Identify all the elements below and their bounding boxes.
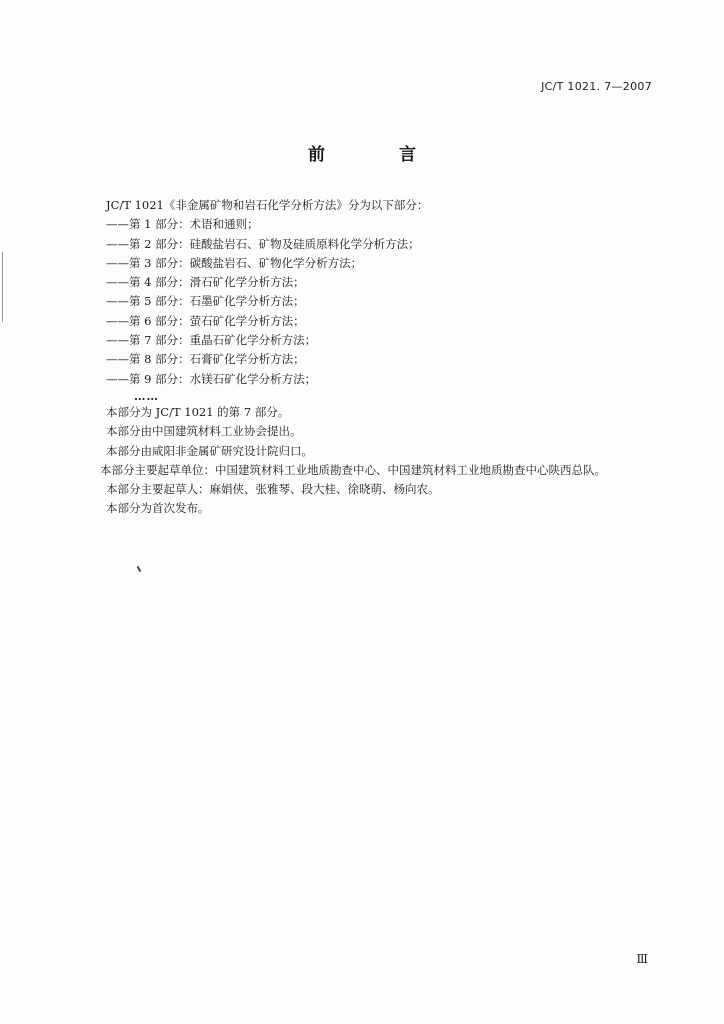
scan-line <box>2 252 3 322</box>
statement-paragraph: 本部分由咸阳非金属矿研究设计院归口。 <box>106 443 313 458</box>
foreword-body <box>86 196 666 519</box>
document-code: JC/T 1021. 7—2007 <box>541 80 652 93</box>
page-title: 前 言 <box>308 145 450 165</box>
part-list-item: ——第 7 部分：重晶石矿化学分析方法； <box>106 333 317 348</box>
part-list-item: ——第 3 部分：碳酸盐岩石、矿物化学分析方法； <box>106 255 363 270</box>
drafters-paragraph: 本部分主要起草人：麻娟侠、张雅琴、段大桂、徐晓萌、杨向农。 <box>106 482 440 497</box>
part-list-item: ——第 1 部分：术语和通则； <box>106 217 259 232</box>
page-number: Ⅲ <box>636 952 648 966</box>
intro-paragraph: JC/T 1021《非金属矿物和岩石化学分析方法》分为以下部分： <box>106 198 429 212</box>
part-list-item: ——第 8 部分：石膏矿化学分析方法； <box>106 352 305 367</box>
part-list-item: ——第 9 部分：水镁石矿化学分析方法； <box>106 371 317 386</box>
statement-paragraph: 本部分为首次发布。 <box>106 501 210 516</box>
statement-paragraph: 本部分为 JC/T 1021 的第 7 部分。 <box>106 404 290 419</box>
statement-paragraph: 本部分由中国建筑材料工业协会提出。 <box>106 424 302 439</box>
scan-speck <box>137 566 142 572</box>
part-list-item: ——第 2 部分：硅酸盐岩石、矿物及硅质原料化学分析方法； <box>106 236 420 251</box>
part-list-item: ——第 5 部分：石墨矿化学分析方法； <box>106 294 305 309</box>
list-ellipsis: …… <box>134 388 159 403</box>
part-list-item: ——第 4 部分：滑石矿化学分析方法； <box>106 275 305 290</box>
part-list-item: ——第 6 部分：萤石矿化学分析方法； <box>106 313 305 328</box>
drafting-units-paragraph: 本部分主要起草单位：中国建筑材料工业地质勘查中心、中国建筑材料工业地质勘查中心陕西总队。 <box>100 462 606 477</box>
